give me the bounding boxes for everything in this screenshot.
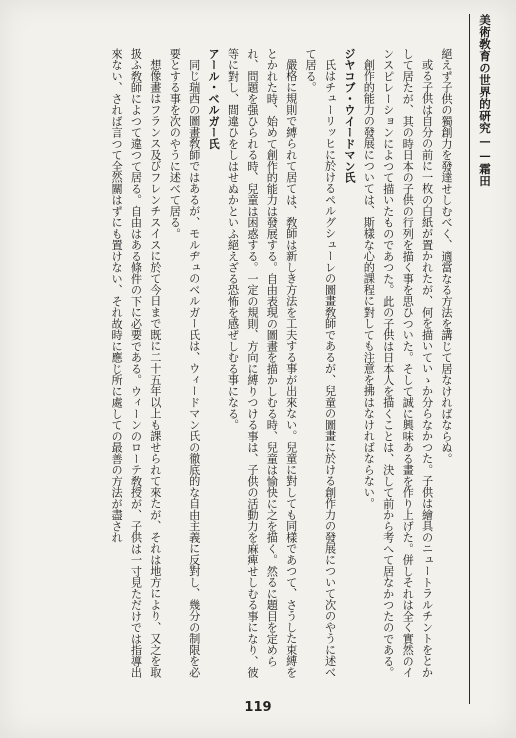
paragraph-6: 同じ瑞西の圖畫敎師ではあるが、モルヂュのベルガー氏は、ウィードマン氏の徹底的な自由主義に反對し、幾分の制限を必要とする事を次のやうに述べて居る。 <box>168 48 201 678</box>
paragraph-7: 想像畫はフランス及びフレンチスイスに於て今日まで既に二十五年以上も課せられて來たが、それは地方により、又之を取扱ふ敎師によつて違つて居る。自由はある條件の下に必要である。ウィーンのローテ敎授が、子供は一寸見ただけでは指導出來ない、されば言つて全然關はずにも置けない、それ故時に應じ所に處しての最善の方法が盡され <box>110 48 162 678</box>
paragraph-1: 絕えず子供の獨創力を發達せしむべく、適當なる方法を講じて居なければならぬ。 <box>440 48 453 465</box>
section-heading-berger: アール・ベルガー氏 <box>207 48 221 150</box>
running-title: 美術敎育の世界的硏究——霜田 <box>478 14 492 187</box>
page-number: 119 <box>244 700 272 715</box>
body-text <box>16 48 456 682</box>
paragraph-4: 氏はチューリッヒに於けるペルグシューレの圖畫敎師であるが、兒童の圖畫に於ける創作力の發展について次のやうに述べて居る。 <box>304 48 337 678</box>
paragraph-2: 或る子供は自分の前に一枚の白紙が置かれたが、何を描いていゝか分らなかつた。子供は繪具のニュートラルチントをとかして居たが、其の時日本の子供の行列を描く事を思ひついた。そして誠に興味ある畫を作り上げた。併しそれは全く實然のインスピレーションによつて描いたものであつた。此の子供は日本人を描くことは、決して前から考へて居なかつたのである。 <box>381 48 434 678</box>
section-heading-wiedmann: ジヤコブ・ウイードマン氏 <box>342 48 356 183</box>
paragraph-3: 創作的能力の發展については、斯樣な心的課程に對しても注意を拂はなければならない。 <box>362 59 376 510</box>
paragraph-5: 嚴格に規則で縛られて居ては、敎師は新しき方法を工夫する事が出來ない。兒童に對しても同樣であつて、さうした束縛をとかれた時、始めて創作的能力は發展する。自由表現の圖畫を描かしむる時、兒童は愉快に之を描く。然るに題目を定められ、問題を强ひられる時、兒童は困惑する。一定の規則、方向に縛りつける事は、子供の活動力を麻痺せしむる事になり、彼等に對し、間違ひをしはせぬかといふ絕えざる恐怖を感ぜしむる事になる。 <box>226 48 298 678</box>
header-rule <box>469 14 470 704</box>
